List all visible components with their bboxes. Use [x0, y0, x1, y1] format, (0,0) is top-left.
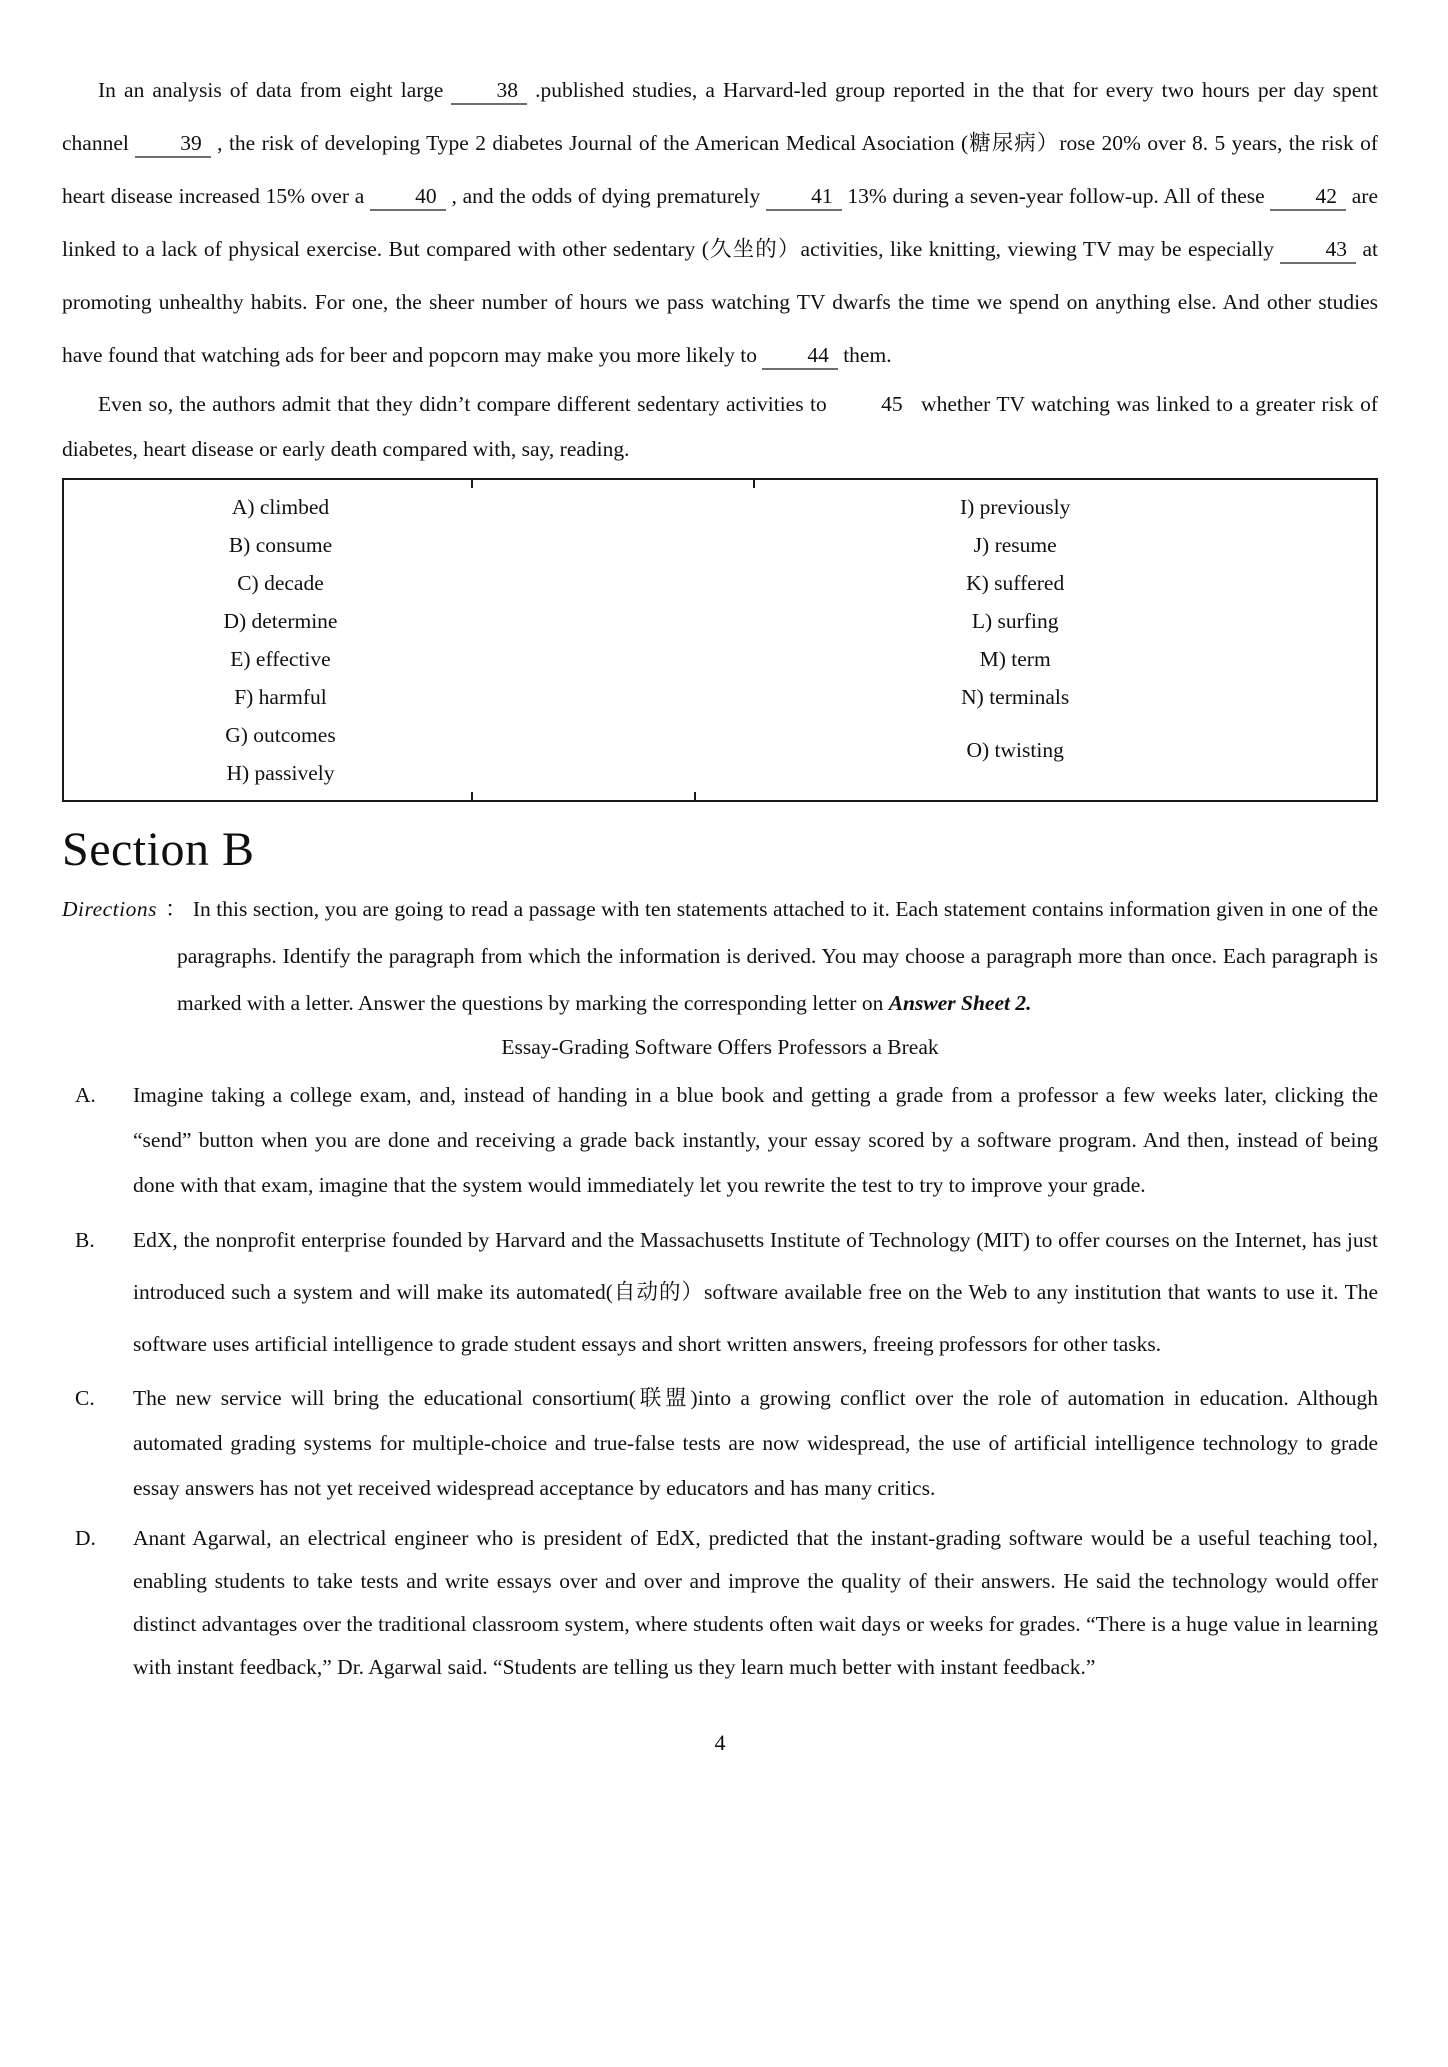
word-bank-option-e: E) effective — [230, 647, 331, 671]
cloze-blank-44: 44 — [762, 344, 838, 370]
directions-label: Directions — [62, 897, 157, 921]
paragraph-b — [62, 1214, 1378, 1370]
paragraph-a-label: A. — [75, 1083, 96, 1107]
paragraph-c-label: C. — [75, 1386, 95, 1410]
table-divider-tick — [694, 792, 696, 801]
word-bank-option-c: C) decade — [237, 571, 324, 595]
cloze-blank-43: 43 — [1280, 238, 1356, 264]
word-bank-option-l: L) surfing — [971, 609, 1059, 633]
paragraph-a-text: Imagine taking a college exam, and, instead of handing in a blue book and getting a grade from a professor a few weeks later, clicking the “send” button when you are done and receiving a grade back instantly, your essay scored by a software program. And then, instead of being done with that exam, imagine that the system would immediately let you rewrite the test to try to improve your grade. — [133, 1083, 1378, 1197]
directions-colon: ： — [164, 897, 187, 921]
paragraph-d-label: D. — [75, 1526, 96, 1550]
answer-sheet-reference: Answer Sheet 2. — [888, 991, 1032, 1015]
word-bank-option-n: N) terminals — [961, 685, 1070, 709]
paragraph-c — [62, 1376, 1378, 1511]
cloze-blank-40: 40 — [370, 185, 446, 211]
word-bank-option-a: A) climbed — [231, 495, 330, 519]
paragraph-c-text: The new service will bring the educational consortium(联盟)into a growing conflict over the role of automation in education. Although automated grading systems for multiple-choice and true-false tests are now widespread, the use of artificial intelligence technology to grade essay answers has not yet received widespread acceptance by educators and has many critics. — [133, 1386, 1378, 1500]
word-bank-option-g: G) outcomes — [225, 723, 336, 747]
section-b-heading: Section B — [62, 823, 255, 876]
table-divider-tick — [753, 479, 755, 488]
table-divider-tick — [471, 792, 473, 801]
cloze-passage-paragraph-1: In an analysis of data from eight large 38 .published studies, a Harvard-led group reported in the that for every two hours per day spent channel 39 , the risk of developing Type 2 diabetes Journal of the American Medical Asociation (糖尿病）rose 20% over 8. 5 years, the risk of heart disease increased 15% over a 40 , and the odds of dying prematurely 41 13% during a seven-year follow-up. All of these 42 are linked to a lack of physical exercise. But compared with other sedentary (久坐的）activities, like knitting, viewing TV may be especially 43 at promoting unhealthy habits. For one, the sheer number of hours we pass watching TV dwarfs the time we spend on anything else. And other studies have found that watching ads for beer and popcorn may make you more likely to 44 them. — [62, 64, 1378, 382]
paragraph-d — [62, 1517, 1378, 1689]
directions-block — [62, 886, 1378, 1027]
word-bank-option-f: F) harmful — [234, 685, 327, 709]
word-bank-box — [62, 478, 1378, 802]
word-bank-option-h: H) passively — [226, 761, 335, 785]
word-bank-right-column — [799, 488, 1232, 792]
paragraph-b-label: B. — [75, 1228, 95, 1252]
word-bank-option-k: K) suffered — [966, 571, 1065, 595]
cloze-blank-45: 45 — [881, 392, 903, 416]
word-bank-option-m: M) term — [979, 647, 1051, 671]
cloze-passage-paragraph-2: Even so, the authors admit that they didn’t compare different sedentary activities to 45 whether TV watching was linked to a greater risk of diabetes, heart disease or early death compared with, say, reading. — [62, 392, 1378, 461]
word-bank-column-gap — [497, 488, 799, 792]
cloze-blank-38: 38 — [451, 79, 527, 105]
word-bank-option-d: D) determine — [223, 609, 338, 633]
cloze-blank-39: 39 — [135, 132, 211, 158]
page-number: 4 — [714, 1730, 726, 1755]
word-bank-left-column — [64, 488, 497, 792]
paragraph-a — [62, 1073, 1378, 1208]
table-divider-tick — [471, 479, 473, 488]
word-bank-option-o: O) twisting — [966, 738, 1064, 762]
reading-passage-title: Essay-Grading Software Offers Professors a Break — [501, 1035, 939, 1059]
paragraph-b-text: EdX, the nonprofit enterprise founded by Harvard and the Massachusetts Institute of Technology (MIT) to offer courses on the Internet, has just introduced such a system and will make its automated(自动的）software available free on the Web to any institution that wants to use it. The software uses artificial intelligence to grade student essays and short written answers, freeing professors for other tasks. — [133, 1228, 1378, 1356]
cloze-blank-42: 42 — [1270, 185, 1346, 211]
word-bank-option-i: I) previously — [959, 495, 1071, 519]
cloze-blank-41: 41 — [766, 185, 842, 211]
paragraph-d-text: Anant Agarwal, an electrical engineer who is president of EdX, predicted that the instant-grading software would be a useful teaching tool, enabling students to take tests and write essays over and over and improve the quality of their answers. He said the technology would offer distinct advantages over the traditional classroom system, where students often wait days or weeks for grades. “There is a huge value in learning with instant feedback,” Dr. Agarwal said. “Students are telling us they learn much better with instant feedback.” — [133, 1526, 1378, 1679]
directions-text: In this section, you are going to read a passage with ten statements attached to it. Each statement contains information given in one of the paragraphs. Identify the paragraph from which the information is derived. You may choose a paragraph more than once. Each paragraph is marked with a letter. Answer the questions by marking the corresponding letter on — [177, 897, 1378, 1015]
word-bank-option-j: J) resume — [973, 533, 1057, 557]
word-bank-option-b: B) consume — [228, 533, 333, 557]
